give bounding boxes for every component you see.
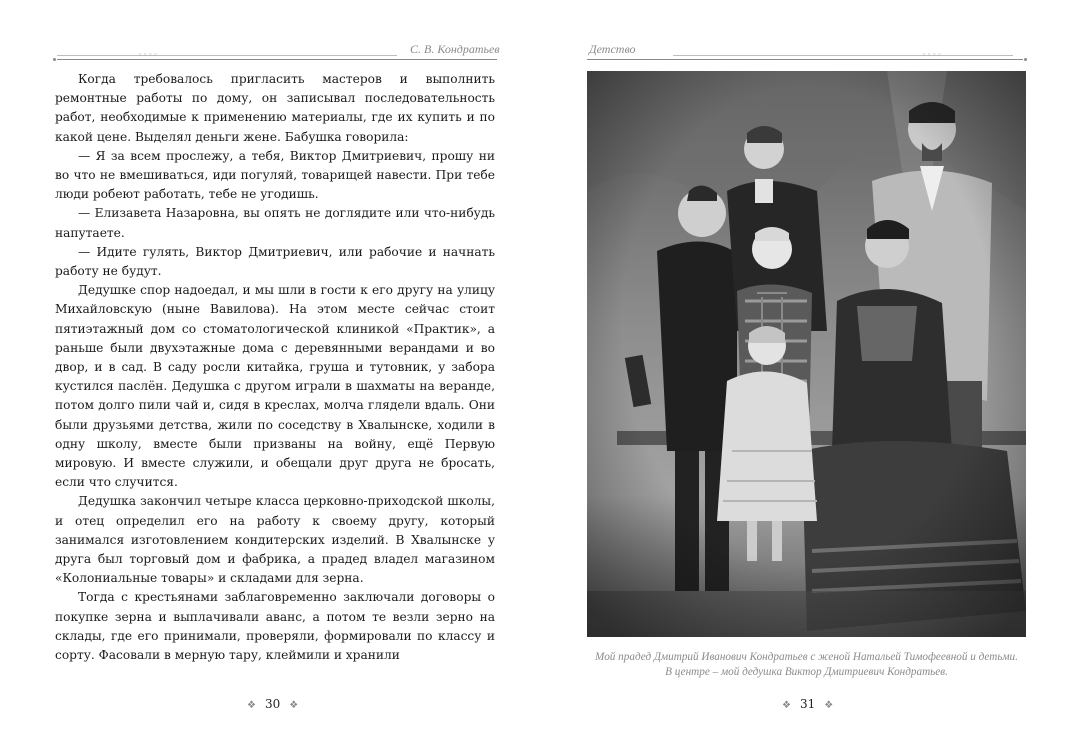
page-number-right	[773, 697, 842, 711]
rule-ornament: ◦◦◦◦	[922, 51, 943, 59]
paragraph: Тогда с крестьянами заблаговременно заключали договоры о покупке зерна и выплачивали аванс, а потом те везли зерно на склады, где его принимали, проверяли, формировали по классу и сорту. Фасовали в мерную тару, клеймили и хранили	[55, 590, 495, 663]
caption-line: Мой прадед Дмитрий Иванович Кондратьев с женой Натальей Тимофеевной и детьми.	[595, 651, 1018, 663]
header-rule-thin	[57, 55, 397, 56]
page-number-left	[238, 697, 307, 711]
family-photo	[587, 71, 1026, 637]
running-head-chapter: Детство	[589, 42, 636, 56]
right-page	[540, 0, 1080, 756]
header-rule	[587, 59, 1023, 60]
paragraph: Дедушка закончил четыре класса церковно-приходской школы, и отец определил его на работу к своему другу, который занимался изготовлением кондитерских изделий. В Хвалынске у друга был торговый дом и фабрика, а прадед владел магазином «Колониальные товары» и складами для зерна.	[55, 494, 495, 586]
ornament-icon: ❖	[782, 700, 791, 711]
rule-dot	[53, 58, 56, 61]
paragraph: Когда требовалось пригласить мастеров и выполнить ремонтные работы по дому, он записывал последовательность работ, необходимые к применению материалы, где их купить и по какой цене. Выделял деньги жене. Бабушка говорила:	[55, 72, 495, 144]
paragraph: — Идите гулять, Виктор Дмитриевич, или рабочие и начнать работу не будут.	[55, 244, 495, 279]
rule-ornament: ◦◦◦◦	[138, 51, 159, 59]
page-number: 30	[264, 697, 281, 711]
photo-caption	[587, 650, 1026, 680]
ornament-icon: ❖	[824, 700, 834, 711]
ornament-icon: ❖	[247, 700, 256, 711]
caption-line: В центре – мой дедушка Виктор Дмитриевич Кондратьев.	[665, 666, 948, 678]
ornament-icon: ❖	[289, 700, 299, 711]
page-number: 31	[799, 697, 816, 711]
body-text	[55, 70, 495, 665]
paragraph: Дедушке спор надоедал, и мы шли в гости к его другу на улицу Михайловскую (ныне Вавилова). На этом месте сейчас стоит пятиэтажный дом со стоматологической клиникой «Практик», а раньше были двухэтажные дома с деревянными верандами и во двор, и в сад. В саду росли китайка, груша и тутовник, у забора кустился паслён. Дедушка с другом играли в шахматы на веранде, потом долго пили чай и, сидя в креслах, молча глядели вдаль. Они были друзьями детства, жили по соседству в Хвалынске, ходили в одну школу, вместе были призваны на войну, ещё Первую мировую. И вместе служили, и обещали друг друга не бросать, если что случится.	[55, 283, 495, 490]
header-rule	[57, 59, 497, 60]
paragraph: — Я за всем прослежу, а тебя, Виктор Дмитриевич, прошу ни во что не вмешиваться, иди погуляй, товарищей навести. При тебе люди робеют работать, тебе не угодишь.	[55, 148, 495, 202]
running-head-author: С. В. Кондратьев	[410, 42, 500, 56]
paragraph: — Елизавета Назаровна, вы опять не доглядите или что-нибудь напутаете.	[55, 206, 495, 240]
rule-dot	[1024, 58, 1027, 61]
header-rule-thin	[673, 55, 1013, 56]
